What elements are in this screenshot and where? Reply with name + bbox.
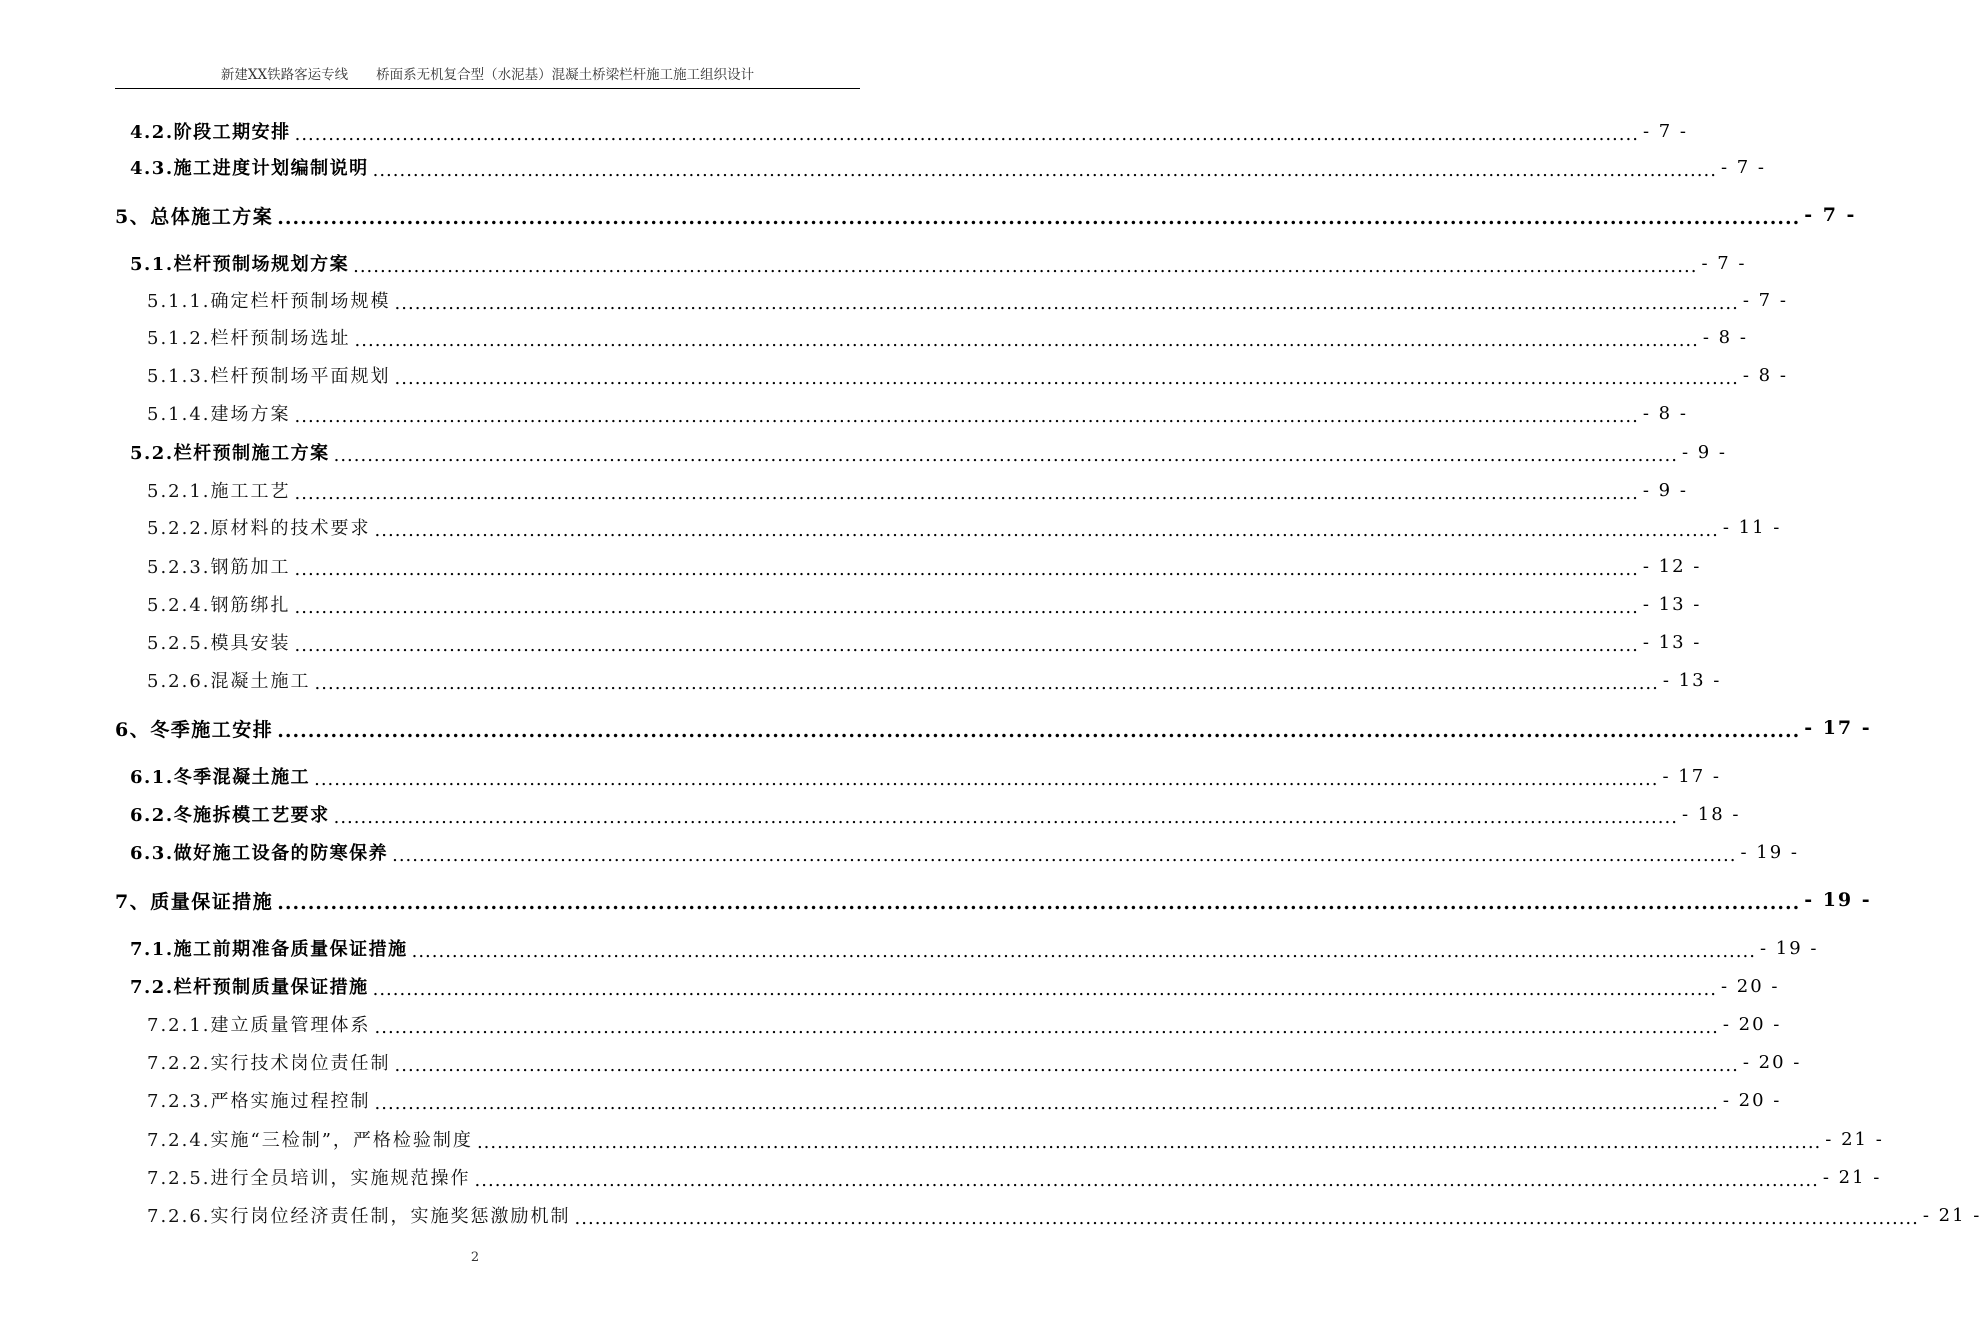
toc-entry[interactable] <box>0 837 1799 867</box>
toc-dot-leader: ........................................................................................................................................................................................................ <box>392 844 1737 866</box>
toc-entry-page: - 20 - <box>1720 975 1780 997</box>
toc-entry-page: - 7 - <box>1701 252 1747 274</box>
toc-entry[interactable] <box>0 285 1788 315</box>
toc-entry[interactable] <box>0 933 1819 963</box>
toc-dot-leader: ........................................................................................................................................................................................................ <box>411 940 1756 962</box>
toc-dot-leader: ........................................................................................................................................................................................................ <box>277 892 1801 914</box>
toc-entry-page: - 20 - <box>1742 1051 1802 1073</box>
toc-dot-leader: ........................................................................................................................................................................................................ <box>294 634 1639 656</box>
toc-entry[interactable] <box>0 589 1702 619</box>
toc-entry[interactable] <box>0 512 1782 542</box>
toc-entry[interactable] <box>0 627 1702 657</box>
toc-dot-leader: ........................................................................................................................................................................................................ <box>353 255 1698 277</box>
toc-entry-title: 4.2.阶段工期安排 <box>130 122 291 143</box>
toc-entry-title: 5.2.4.钢筋绑扎 <box>147 595 291 616</box>
toc-dot-leader: ........................................................................................................................................................................................................ <box>294 482 1639 504</box>
toc-entry-page: - 21 - <box>1825 1128 1884 1150</box>
toc-entry[interactable] <box>0 398 1688 428</box>
toc-entry-page: - 19 - <box>1759 937 1819 959</box>
toc-entry-title: 7.2.栏杆预制质量保证措施 <box>130 977 369 998</box>
toc-entry-page: - 7 - <box>1804 204 1857 226</box>
toc-entry[interactable] <box>0 1085 1782 1115</box>
toc-entry-title: 5.1.4.建场方案 <box>147 404 291 425</box>
toc-entry-title: 7.2.4.实施“三检制”，严格检验制度 <box>147 1130 473 1151</box>
toc-entry-title: 5.2.3.钢筋加工 <box>147 557 291 578</box>
toc-entry-page: - 13 - <box>1662 669 1722 691</box>
toc-entry-title: 6.2.冬施拆模工艺要求 <box>130 805 330 826</box>
toc-dot-leader: ........................................................................................................................................................................................................ <box>277 720 1801 742</box>
toc-entry[interactable] <box>0 437 1727 467</box>
toc-entry-page: - 21 - <box>1922 1204 1981 1226</box>
toc-entry[interactable] <box>0 1162 1882 1192</box>
toc-entry-page: - 18 - <box>1681 803 1741 825</box>
toc-entry-title: 5、总体施工方案 <box>115 205 274 228</box>
toc-entry-title: 5.2.栏杆预制施工方案 <box>130 443 330 464</box>
toc-entry-title: 5.2.5.模具安装 <box>147 633 291 654</box>
toc-entry-title: 4.3.施工进度计划编制说明 <box>130 158 369 179</box>
toc-entry[interactable] <box>0 1047 1802 1077</box>
toc-entry[interactable] <box>0 665 1722 695</box>
toc-dot-leader: ........................................................................................................................................................................................................ <box>294 123 1639 145</box>
toc-entry-page: - 7 - <box>1742 289 1788 311</box>
toc-dot-leader: ........................................................................................................................................................................................................ <box>374 1092 1719 1114</box>
toc-entry-page: - 9 - <box>1681 441 1727 463</box>
toc-entry-title: 7.2.1.建立质量管理体系 <box>147 1015 371 1036</box>
toc-entry-page: - 13 - <box>1642 593 1702 615</box>
toc-dot-leader: ........................................................................................................................................................................................................ <box>574 1207 1919 1229</box>
toc-dot-leader: ........................................................................................................................................................................................................ <box>372 159 1717 181</box>
toc-entry[interactable] <box>0 475 1688 505</box>
toc-entry[interactable] <box>0 116 1688 146</box>
toc-dot-leader: ........................................................................................................................................................................................................ <box>394 367 1739 389</box>
toc-entry-title: 5.1.1.确定栏杆预制场规模 <box>147 291 391 312</box>
toc-dot-leader: ........................................................................................................................................................................................................ <box>294 405 1639 427</box>
page-number: 2 <box>470 1250 480 1265</box>
toc-entry-title: 5.1.2.栏杆预制场选址 <box>147 328 351 349</box>
toc-entry-page: - 17 - <box>1804 717 1872 739</box>
toc-entry[interactable] <box>0 360 1788 390</box>
toc-entry-page: - 11 - <box>1722 516 1782 538</box>
toc-entry-page: - 9 - <box>1642 479 1688 501</box>
toc-entry-page: - 21 - <box>1822 1166 1882 1188</box>
toc-entry-page: - 8 - <box>1742 364 1788 386</box>
toc-dot-leader: ........................................................................................................................................................................................................ <box>474 1169 1819 1191</box>
toc-entry[interactable] <box>0 713 1872 743</box>
toc-entry-title: 5.1.栏杆预制场规划方案 <box>130 254 350 275</box>
toc-entry[interactable] <box>0 1124 1884 1154</box>
toc-entry-title: 5.1.3.栏杆预制场平面规划 <box>147 366 391 387</box>
toc-dot-leader: ........................................................................................................................................................................................................ <box>372 978 1717 1000</box>
toc-entry[interactable] <box>0 551 1702 581</box>
toc-dot-leader: ........................................................................................................................................................................................................ <box>374 519 1719 541</box>
toc-dot-leader: ........................................................................................................................................................................................................ <box>294 596 1639 618</box>
toc-entry-page: - 19 - <box>1740 841 1799 863</box>
toc-entry-page: - 13 - <box>1642 631 1702 653</box>
toc-entry[interactable] <box>0 971 1780 1001</box>
toc-entry-title: 7.1.施工前期准备质量保证措施 <box>130 939 408 960</box>
header-document-title: 桥面系无机复合型（水泥基）混凝土桥梁栏杆施工施工组织设计 <box>376 67 755 83</box>
toc-dot-leader: ........................................................................................................................................................................................................ <box>314 672 1659 694</box>
toc-entry[interactable] <box>0 248 1747 278</box>
toc-entry-page: - 17 - <box>1662 765 1721 787</box>
toc-dot-leader: ........................................................................................................................................................................................................ <box>333 806 1678 828</box>
toc-entry[interactable] <box>0 200 1857 230</box>
toc-entry-title: 5.2.2.原材料的技术要求 <box>147 518 371 539</box>
toc-entry-title: 7.2.3.严格实施过程控制 <box>147 1091 371 1112</box>
toc-entry-title: 5.2.6.混凝土施工 <box>147 671 311 692</box>
toc-entry-page: - 7 - <box>1642 120 1688 142</box>
toc-entry-title: 7.2.5.进行全员培训，实施规范操作 <box>147 1168 471 1189</box>
toc-entry-title: 6、冬季施工安排 <box>115 718 274 741</box>
toc-entry[interactable] <box>0 152 1766 182</box>
toc-dot-leader: ........................................................................................................................................................................................................ <box>394 292 1739 314</box>
toc-dot-leader: ........................................................................................................................................................................................................ <box>294 558 1639 580</box>
toc-dot-leader: ........................................................................................................................................................................................................ <box>333 444 1678 466</box>
toc-entry[interactable] <box>0 885 1872 915</box>
toc-entry-page: - 8 - <box>1642 402 1688 424</box>
toc-entry-title: 6.3.做好施工设备的防寒保养 <box>130 843 389 864</box>
toc-entry[interactable] <box>0 799 1741 829</box>
toc-entry-title: 7.2.2.实行技术岗位责任制 <box>147 1053 391 1074</box>
toc-dot-leader: ........................................................................................................................................................................................................ <box>394 1054 1739 1076</box>
toc-entry-page: - 7 - <box>1720 156 1766 178</box>
toc-dot-leader: ........................................................................................................................................................................................................ <box>354 329 1699 351</box>
toc-entry-page: - 12 - <box>1642 555 1702 577</box>
toc-dot-leader: ........................................................................................................................................................................................................ <box>277 207 1801 229</box>
toc-entry-title: 7.2.6.实行岗位经济责任制，实施奖惩激励机制 <box>147 1206 571 1227</box>
toc-entry-title: 7、质量保证措施 <box>115 890 274 913</box>
toc-entry-page: - 20 - <box>1722 1013 1782 1035</box>
toc-entry-page: - 20 - <box>1722 1089 1782 1111</box>
toc-entry[interactable] <box>0 1009 1782 1039</box>
toc-entry-title: 5.2.1.施工工艺 <box>147 481 291 502</box>
toc-entry-page: - 8 - <box>1702 326 1748 348</box>
toc-entry-page: - 19 - <box>1804 889 1872 911</box>
toc-entry[interactable] <box>0 1200 1981 1230</box>
toc-dot-leader: ........................................................................................................................................................................................................ <box>374 1016 1719 1038</box>
toc-entry-title: 6.1.冬季混凝土施工 <box>130 767 311 788</box>
toc-entry[interactable] <box>0 761 1721 791</box>
header-project-name: 新建XX铁路客运专线 <box>220 67 349 83</box>
toc-dot-leader: ........................................................................................................................................................................................................ <box>476 1131 1822 1153</box>
toc-entry[interactable] <box>0 322 1748 352</box>
toc-dot-leader: ........................................................................................................................................................................................................ <box>314 768 1659 790</box>
